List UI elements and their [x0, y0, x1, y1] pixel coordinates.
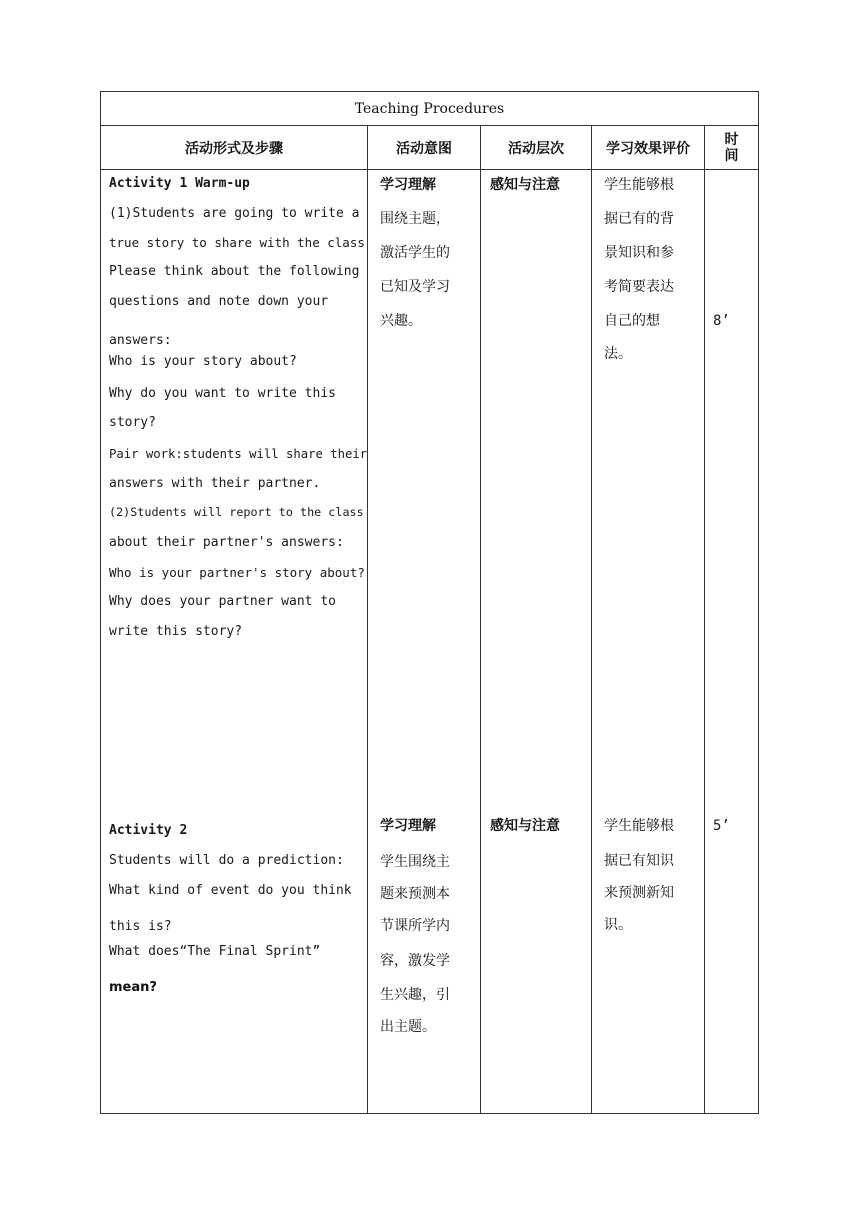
intent-line: 激活学生的 — [380, 245, 450, 261]
intent-line: 学生围绕主 — [380, 854, 450, 870]
evaluation-line: 来预测新知 — [604, 885, 674, 901]
column-divider — [367, 125, 368, 1114]
row-1-time: 8’ — [713, 313, 730, 329]
step-line: this is? — [109, 919, 172, 934]
intent-line: 兴趣。 — [380, 313, 422, 329]
activity-title: Activity 2 — [109, 823, 188, 838]
intent-line: 节课所学内 — [380, 918, 450, 934]
intent-line: 已知及学习 — [380, 279, 450, 295]
step-line: (2)Students will report to the class — [109, 505, 364, 519]
activity-title: Activity 1 Warm-up — [109, 176, 250, 191]
header-time-line2: 间 — [724, 147, 739, 164]
evaluation-line: 学生能够根 — [604, 818, 674, 834]
evaluation-line: 自己的想 — [604, 313, 660, 329]
intent-line: 围绕主题， — [380, 211, 450, 227]
intent-line: 题来预测本 — [380, 886, 450, 902]
step-line: answers: — [109, 333, 172, 348]
table-border-left — [100, 91, 101, 1114]
step-line: Who is your story about? — [109, 354, 297, 369]
step-line: story? — [109, 415, 156, 430]
column-divider — [480, 125, 481, 1114]
evaluation-line: 识。 — [604, 917, 632, 933]
evaluation-line: 法。 — [604, 346, 632, 362]
step-line: Please think about the following — [109, 264, 360, 279]
step-line: about their partner's answers: — [109, 535, 344, 550]
evaluation-line: 学生能够根 — [604, 177, 674, 193]
step-line: true story to share with the class — [109, 235, 365, 250]
step-line: Who is your partner's story about? — [109, 565, 365, 580]
step-line: answers with their partner. — [109, 476, 321, 491]
step-line: Why does your partner want to — [109, 594, 336, 609]
intent-label: 学习理解 — [380, 818, 436, 834]
intent-line: 生兴趣，引 — [380, 987, 450, 1003]
step-line: What does“The Final Sprint” — [109, 944, 321, 959]
evaluation-line: 考简要表达 — [604, 279, 674, 295]
table-border-right — [758, 91, 759, 1114]
intent-label: 学习理解 — [380, 177, 436, 193]
step-line: Pair work:students will share their — [109, 447, 368, 461]
evaluation-line: 据已有的背 — [604, 211, 674, 227]
step-line: What kind of event do you think — [109, 883, 352, 898]
intent-line: 容，激发学 — [380, 953, 450, 969]
table-border-bottom — [100, 1113, 759, 1114]
header-level: 活动层次 — [508, 140, 564, 157]
table-title: Teaching Procedures — [354, 100, 505, 117]
column-divider — [591, 125, 592, 1114]
header-time — [705, 126, 758, 169]
header-steps: 活动形式及步骤 — [185, 140, 283, 157]
evaluation-line: 景知识和参 — [604, 245, 674, 261]
step-line: questions and note down your — [109, 294, 329, 309]
row-2-level: 感知与注意 — [490, 818, 560, 834]
column-divider — [704, 125, 705, 1114]
header-evaluation: 学习效果评价 — [606, 140, 690, 157]
row-2-time: 5’ — [713, 818, 730, 834]
step-line: Why do you want to write this — [109, 386, 336, 401]
row-1-level: 感知与注意 — [490, 177, 560, 193]
step-line: write this story? — [109, 624, 243, 639]
header-time-line1: 时 — [724, 131, 739, 148]
header-intent: 活动意图 — [396, 140, 452, 157]
evaluation-line: 据已有知识 — [604, 853, 674, 869]
intent-line: 出主题。 — [380, 1019, 436, 1035]
header-row-divider — [100, 169, 759, 170]
step-line: Students will do a prediction: — [109, 853, 344, 868]
step-line: mean? — [109, 980, 157, 995]
step-line: (1)Students are going to write a — [109, 206, 360, 221]
